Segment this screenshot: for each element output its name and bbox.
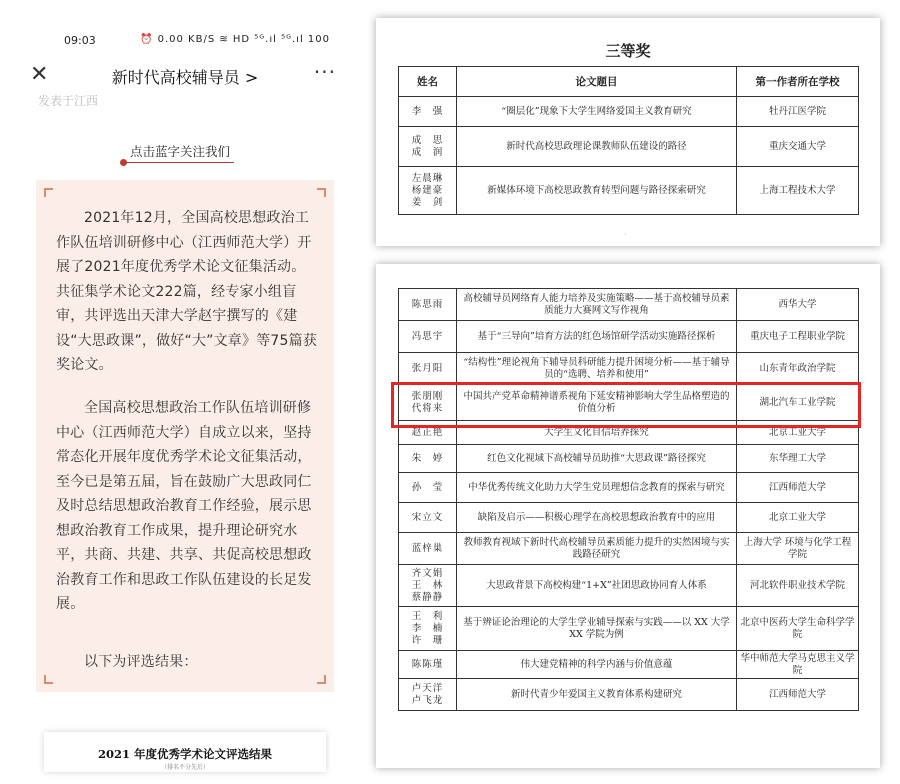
cell-name: 张朋刚 代将来: [399, 385, 457, 421]
award-document-1: [376, 18, 880, 246]
status-time: 09:03: [64, 34, 96, 47]
table-row: [399, 533, 859, 565]
corner-decoration: [317, 675, 326, 684]
cell-school: 重庆电子工程职业学院: [737, 321, 859, 353]
cell-title: 红色文化视域下高校辅导员助推“大思政课”路径探究: [457, 445, 737, 473]
status-icons: ⏰ 0.00 KB/S ≋ HD ⁵ᴳ.ıl ⁵ᴳ.ıl 100: [139, 34, 330, 45]
cell-school: 江西师范大学: [737, 473, 859, 503]
cell-title: “圈层化”现象下大学生网络爱国主义教育研究: [457, 97, 737, 127]
cell-name: 陈陈瑾: [399, 651, 457, 679]
table-row: [399, 473, 859, 503]
table-row: [399, 127, 859, 167]
table-row: [399, 445, 859, 473]
cell-school: 北京中医药大学生命科学学院: [737, 607, 859, 651]
highlight-box: [391, 382, 861, 428]
cell-name: 宋立文: [399, 503, 457, 533]
preview-title: 2021 年度优秀学术论文评选结果: [97, 747, 272, 761]
table-row: [399, 167, 859, 215]
cell-title: 缺陷及启示——积极心理学在高校思想政治教育中的应用: [457, 503, 737, 533]
cell-school: 重庆交通大学: [737, 127, 859, 167]
table-row: [399, 565, 859, 607]
cell-name: 齐文娟 王 林 蔡静静: [399, 565, 457, 607]
cell-title: 大思政背景下高校构建“1+X”社团思政协同育人体系: [457, 565, 737, 607]
preview-subtitle: （排名不分先后）: [160, 764, 209, 771]
corner-decoration: [44, 188, 53, 197]
cell-name: 李 强: [399, 97, 457, 127]
table-row: [399, 607, 859, 651]
phone-screen: [20, 24, 350, 771]
cell-name: 赵正艳: [399, 421, 457, 445]
close-icon[interactable]: ✕: [30, 62, 49, 87]
table-row: [399, 321, 859, 353]
cell-school: 江西师范大学: [737, 679, 859, 711]
header-title: 论文题目: [457, 67, 737, 97]
table-header-row: [399, 67, 859, 97]
cell-title: 大学生文化自信培养探究: [457, 421, 737, 445]
award-table-1: [398, 66, 859, 215]
nav-bar: [20, 60, 350, 92]
cell-title: 新时代高校思政理论课教师队伍建设的路径: [457, 127, 737, 167]
cell-title: 高校辅导员网络育人能力培养及实施策略——基于高校辅导员素质能力大赛网文写作视角: [457, 289, 737, 321]
article-paragraph-3: 以下为评选结果：: [84, 654, 198, 670]
table-row: [399, 503, 859, 533]
table-row: [399, 97, 859, 127]
status-bar: [20, 32, 350, 50]
header-school: 第一作者所在学校: [737, 67, 859, 97]
article-paragraph-1: 2021年12月，全国高校思想政治工作队伍培训研修中心（江西师范大学）开展了2021年度优秀学术论文征集活动。共征集学术论文222篇，经专家小组盲审，共评选出天津大学赵宇撰写的《建设“大思政课”，做好“大”文章》等75篇获奖论文。: [56, 210, 318, 373]
more-icon[interactable]: ···: [313, 60, 336, 84]
cell-name: 冯思宇: [399, 321, 457, 353]
cell-title: 中国共产党革命精神谱系视角下延安精神影响大学生品格塑造的价值分析: [457, 385, 737, 421]
header-name: 姓名: [399, 67, 457, 97]
follow-dot-icon: [120, 159, 127, 166]
follow-prompt[interactable]: [126, 142, 234, 163]
cell-title: 基于“三导向”培育方法的红色场馆研学活动实施路径探析: [457, 321, 737, 353]
cell-school: 华中师范大学马克思主义学院: [737, 651, 859, 679]
cell-title: 中华优秀传统文化助力大学生党员理想信念教育的探索与研究: [457, 473, 737, 503]
cell-name: 孙 莹: [399, 473, 457, 503]
table-row: [399, 289, 859, 321]
article-paragraph-2: 全国高校思想政治工作队伍培训研修中心（江西师范大学）自成立以来，坚持常态化开展年度优秀学术论文征集活动，至今已是第五届，旨在鼓励广大思政同仁及时总结思想政治教育工作经验，展示思想政治教育工作成果，提升理论研究水平，共商、共建、共享、共促高校思想政治教育工作和思政工作队伍建设的长足发展。: [56, 400, 312, 612]
cell-school: 牡丹江医学院: [737, 97, 859, 127]
cell-title: 基于辨证论治理论的大学生学业辅导探索与实践——以 XX 大学 XX 学院为例: [457, 607, 737, 651]
table-row: [399, 353, 859, 385]
document-title: 三等奖: [605, 42, 651, 60]
award-document-2: [376, 264, 880, 768]
follow-label: 点击蓝字关注我们: [130, 144, 231, 159]
cell-name: 蓝梓巢: [399, 533, 457, 565]
cell-school: 北京工业大学: [737, 503, 859, 533]
cell-school: 西华大学: [737, 289, 859, 321]
cell-name: 张月阳: [399, 353, 457, 385]
cell-name: 朱 婷: [399, 445, 457, 473]
cell-title: 新媒体环境下高校思政教育转型问题与路径探索研究: [457, 167, 737, 215]
cell-school: 山东青年政治学院: [737, 353, 859, 385]
page-mark: ·: [624, 230, 627, 239]
cell-title: 伟大建党精神的科学内涵与价值意蕴: [457, 651, 737, 679]
award-table-2: [398, 288, 859, 711]
article-card: [36, 180, 334, 692]
cell-name: 王 利 李 楠 许 珊: [399, 607, 457, 651]
cell-school: 东华理工大学: [737, 445, 859, 473]
table-row: [399, 679, 859, 711]
cut-off-text: 发表于江西: [38, 94, 99, 108]
cell-title: “结构性”理论视角下辅导员科研能力提升困境分析——基于辅导员的“选聘、培养和使用”: [457, 353, 737, 385]
cell-name: 卢天洋 卢飞龙: [399, 679, 457, 711]
cell-school: 北京工业大学: [737, 421, 859, 445]
cell-name: 成 思 成 润: [399, 127, 457, 167]
cell-school: 河北软件职业技术学院: [737, 565, 859, 607]
cell-school: 上海大学 环境与化学工程学院: [737, 533, 859, 565]
results-image-preview[interactable]: [44, 732, 326, 772]
cell-name: 左晨琳 杨建豪 姜 剑: [399, 167, 457, 215]
cell-school: 上海工程技术大学: [737, 167, 859, 215]
corner-decoration: [44, 675, 53, 684]
account-title[interactable]: 新时代高校辅导员 >: [111, 68, 259, 87]
cell-school: 湖北汽车工业学院: [737, 385, 859, 421]
cell-title: 新时代青少年爱国主义教育体系构建研究: [457, 679, 737, 711]
cell-title: 教师教育视域下新时代高校辅导员素质能力提升的实然困境与实践路径研究: [457, 533, 737, 565]
corner-decoration: [317, 188, 326, 197]
table-row: [399, 651, 859, 679]
cell-name: 陈思雨: [399, 289, 457, 321]
